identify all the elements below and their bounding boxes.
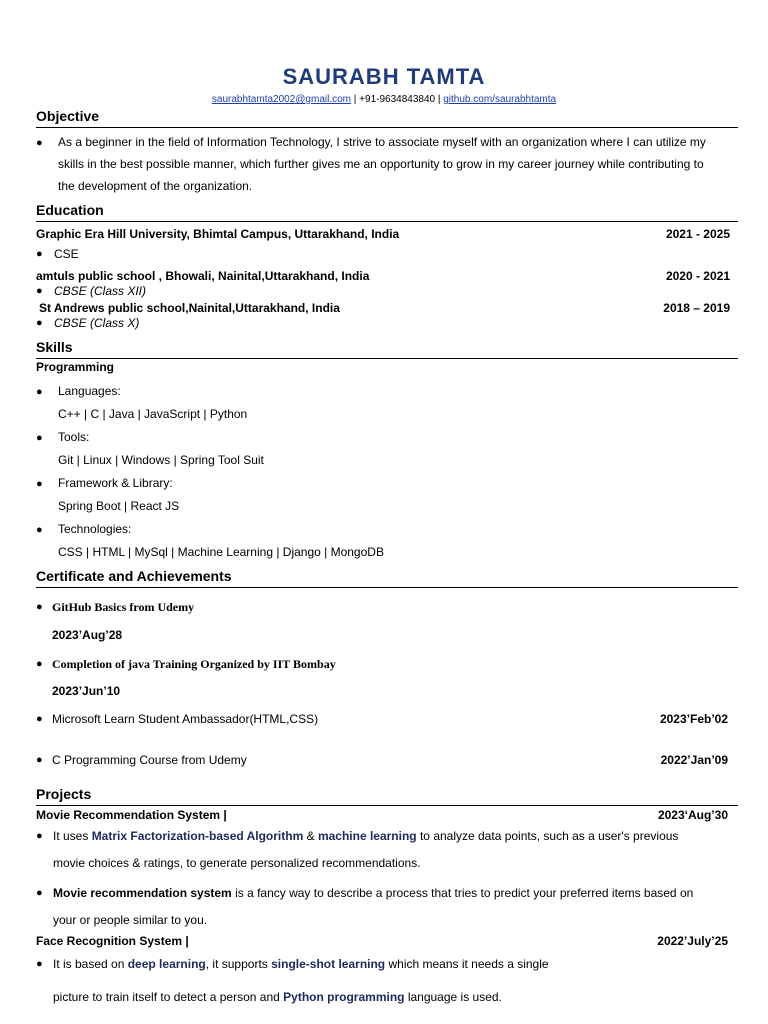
education-school: Graphic Era Hill University, Bhimtal Campus, Uttarakhand, India [36, 227, 400, 241]
skill-group-value: C++ | C | Java | JavaScript | Python [58, 407, 248, 421]
objective-line: As a beginner in the field of Information Technology, I strive to associate myself with an organization where I can utilize my [58, 135, 706, 149]
bullet-icon: ● [36, 958, 43, 970]
bullet-icon: ● [36, 754, 43, 766]
text-run: It uses [53, 829, 92, 843]
project-date: 2022’July’25 [657, 934, 728, 948]
section-title-certificates: Certificate and Achievements [36, 568, 232, 584]
section-title-education: Education [36, 202, 104, 218]
bullet-icon: ● [36, 137, 43, 149]
certificate-name: GitHub Basics from Udemy [52, 600, 195, 614]
section-divider [36, 358, 738, 359]
highlight-term: machine learning [317, 829, 417, 843]
skills-subtitle: Programming [36, 360, 115, 374]
section-divider [36, 127, 738, 128]
section-title-skills: Skills [36, 339, 73, 355]
objective-text [58, 131, 748, 197]
education-detail: CBSE (Class X) [54, 316, 140, 330]
section-title-projects: Projects [36, 786, 92, 802]
bullet-icon: ● [36, 478, 43, 490]
project-name: Movie Recommendation System | [36, 808, 227, 822]
github-link[interactable]: github.com/saurabhtamta [443, 94, 557, 105]
project-description-line: movie choices & ratings, to generate personalized recommendations. [53, 856, 421, 870]
bullet-icon: ● [36, 887, 43, 899]
objective-line: skills in the best possible manner, which further gives me an opportunity to grow in my career journey while contributing to [58, 157, 704, 171]
text-run: & [303, 829, 318, 843]
certificate-date: 2023’Feb’02 [659, 712, 728, 726]
skill-group-label: Framework & Library: [58, 476, 173, 490]
bullet-icon: ● [36, 713, 43, 725]
objective-line: the development of the organization. [58, 179, 253, 193]
contact-separator: | [435, 94, 444, 105]
bullet-icon: ● [36, 830, 43, 842]
skill-group-value: Spring Boot | React JS [58, 499, 180, 513]
text-run: is a fancy way to describe a process that tries to predict your preferred items based on [231, 886, 694, 900]
highlight-term: single-shot learning [271, 957, 386, 971]
highlight-term: Movie recommendation system [53, 886, 232, 900]
bullet-icon: ● [36, 658, 43, 670]
section-divider [36, 805, 738, 806]
highlight-term: deep learning [127, 957, 206, 971]
certificate-name: Completion of java Training Organized by IIT Bombay [52, 657, 336, 671]
text-run: picture to train itself to detect a person and [53, 990, 284, 1004]
education-years: 2018 – 2019 [663, 301, 730, 315]
text-run: to analyze data points, such as a user's previous [416, 829, 679, 843]
text-run: , it supports [205, 957, 272, 971]
section-divider [36, 587, 738, 588]
text-run: It is based on [53, 957, 128, 971]
bullet-icon: ● [36, 285, 43, 297]
project-name: Face Recognition System | [36, 934, 189, 948]
education-years: 2020 - 2021 [665, 269, 730, 283]
skill-group-label: Tools: [58, 430, 90, 444]
project-description [53, 886, 693, 900]
education-detail: CBSE (Class XII) [54, 284, 147, 298]
bullet-icon: ● [36, 317, 43, 329]
bullet-icon: ● [36, 432, 43, 444]
contact-line [0, 94, 768, 105]
certificate-name: C Programming Course from Udemy [52, 753, 247, 767]
bullet-icon: ● [36, 524, 43, 536]
bullet-icon: ● [36, 386, 43, 398]
highlight-term: Python programming [283, 990, 405, 1004]
education-school: St Andrews public school,Nainital,Uttarakhand, India [39, 301, 340, 315]
skill-group-label: Technologies: [58, 522, 132, 536]
section-title-objective: Objective [36, 108, 100, 124]
project-description-line: your or people similar to you. [53, 913, 208, 927]
skill-group-value: CSS | HTML | MySql | Machine Learning | Django | MongoDB [58, 545, 384, 559]
bullet-icon: ● [36, 601, 43, 613]
text-run: which means it needs a single [385, 957, 549, 971]
certificate-date: 2023’Jun’10 [52, 684, 121, 698]
skill-group-value: Git | Linux | Windows | Spring Tool Suit [58, 453, 264, 467]
email-link[interactable]: saurabhtamta2002@gmail.com [211, 94, 352, 105]
certificate-date: 2023’Aug’28 [52, 628, 123, 642]
project-description [53, 957, 549, 971]
certificate-date: 2022’Jan’09 [660, 753, 728, 767]
skill-group-label: Languages: [58, 384, 121, 398]
education-detail: CSE [54, 247, 79, 261]
education-years: 2021 - 2025 [665, 227, 730, 241]
bullet-icon: ● [36, 248, 43, 260]
project-date: 2023‘Aug’30 [657, 808, 728, 822]
phone-number: +91-9634843840 [359, 94, 436, 105]
project-description [53, 829, 678, 843]
candidate-name: SAURABH TAMTA [282, 64, 486, 89]
section-divider [36, 221, 738, 222]
contact-separator: | [351, 94, 360, 105]
project-description-line [53, 990, 502, 1004]
education-school: amtuls public school , Bhowali, Nainital,Uttarakhand, India [36, 269, 370, 283]
text-run: language is used. [404, 990, 502, 1004]
highlight-term: Matrix Factorization-based Algorithm [91, 829, 304, 843]
certificate-name: Microsoft Learn Student Ambassador(HTML,CSS) [52, 712, 319, 726]
